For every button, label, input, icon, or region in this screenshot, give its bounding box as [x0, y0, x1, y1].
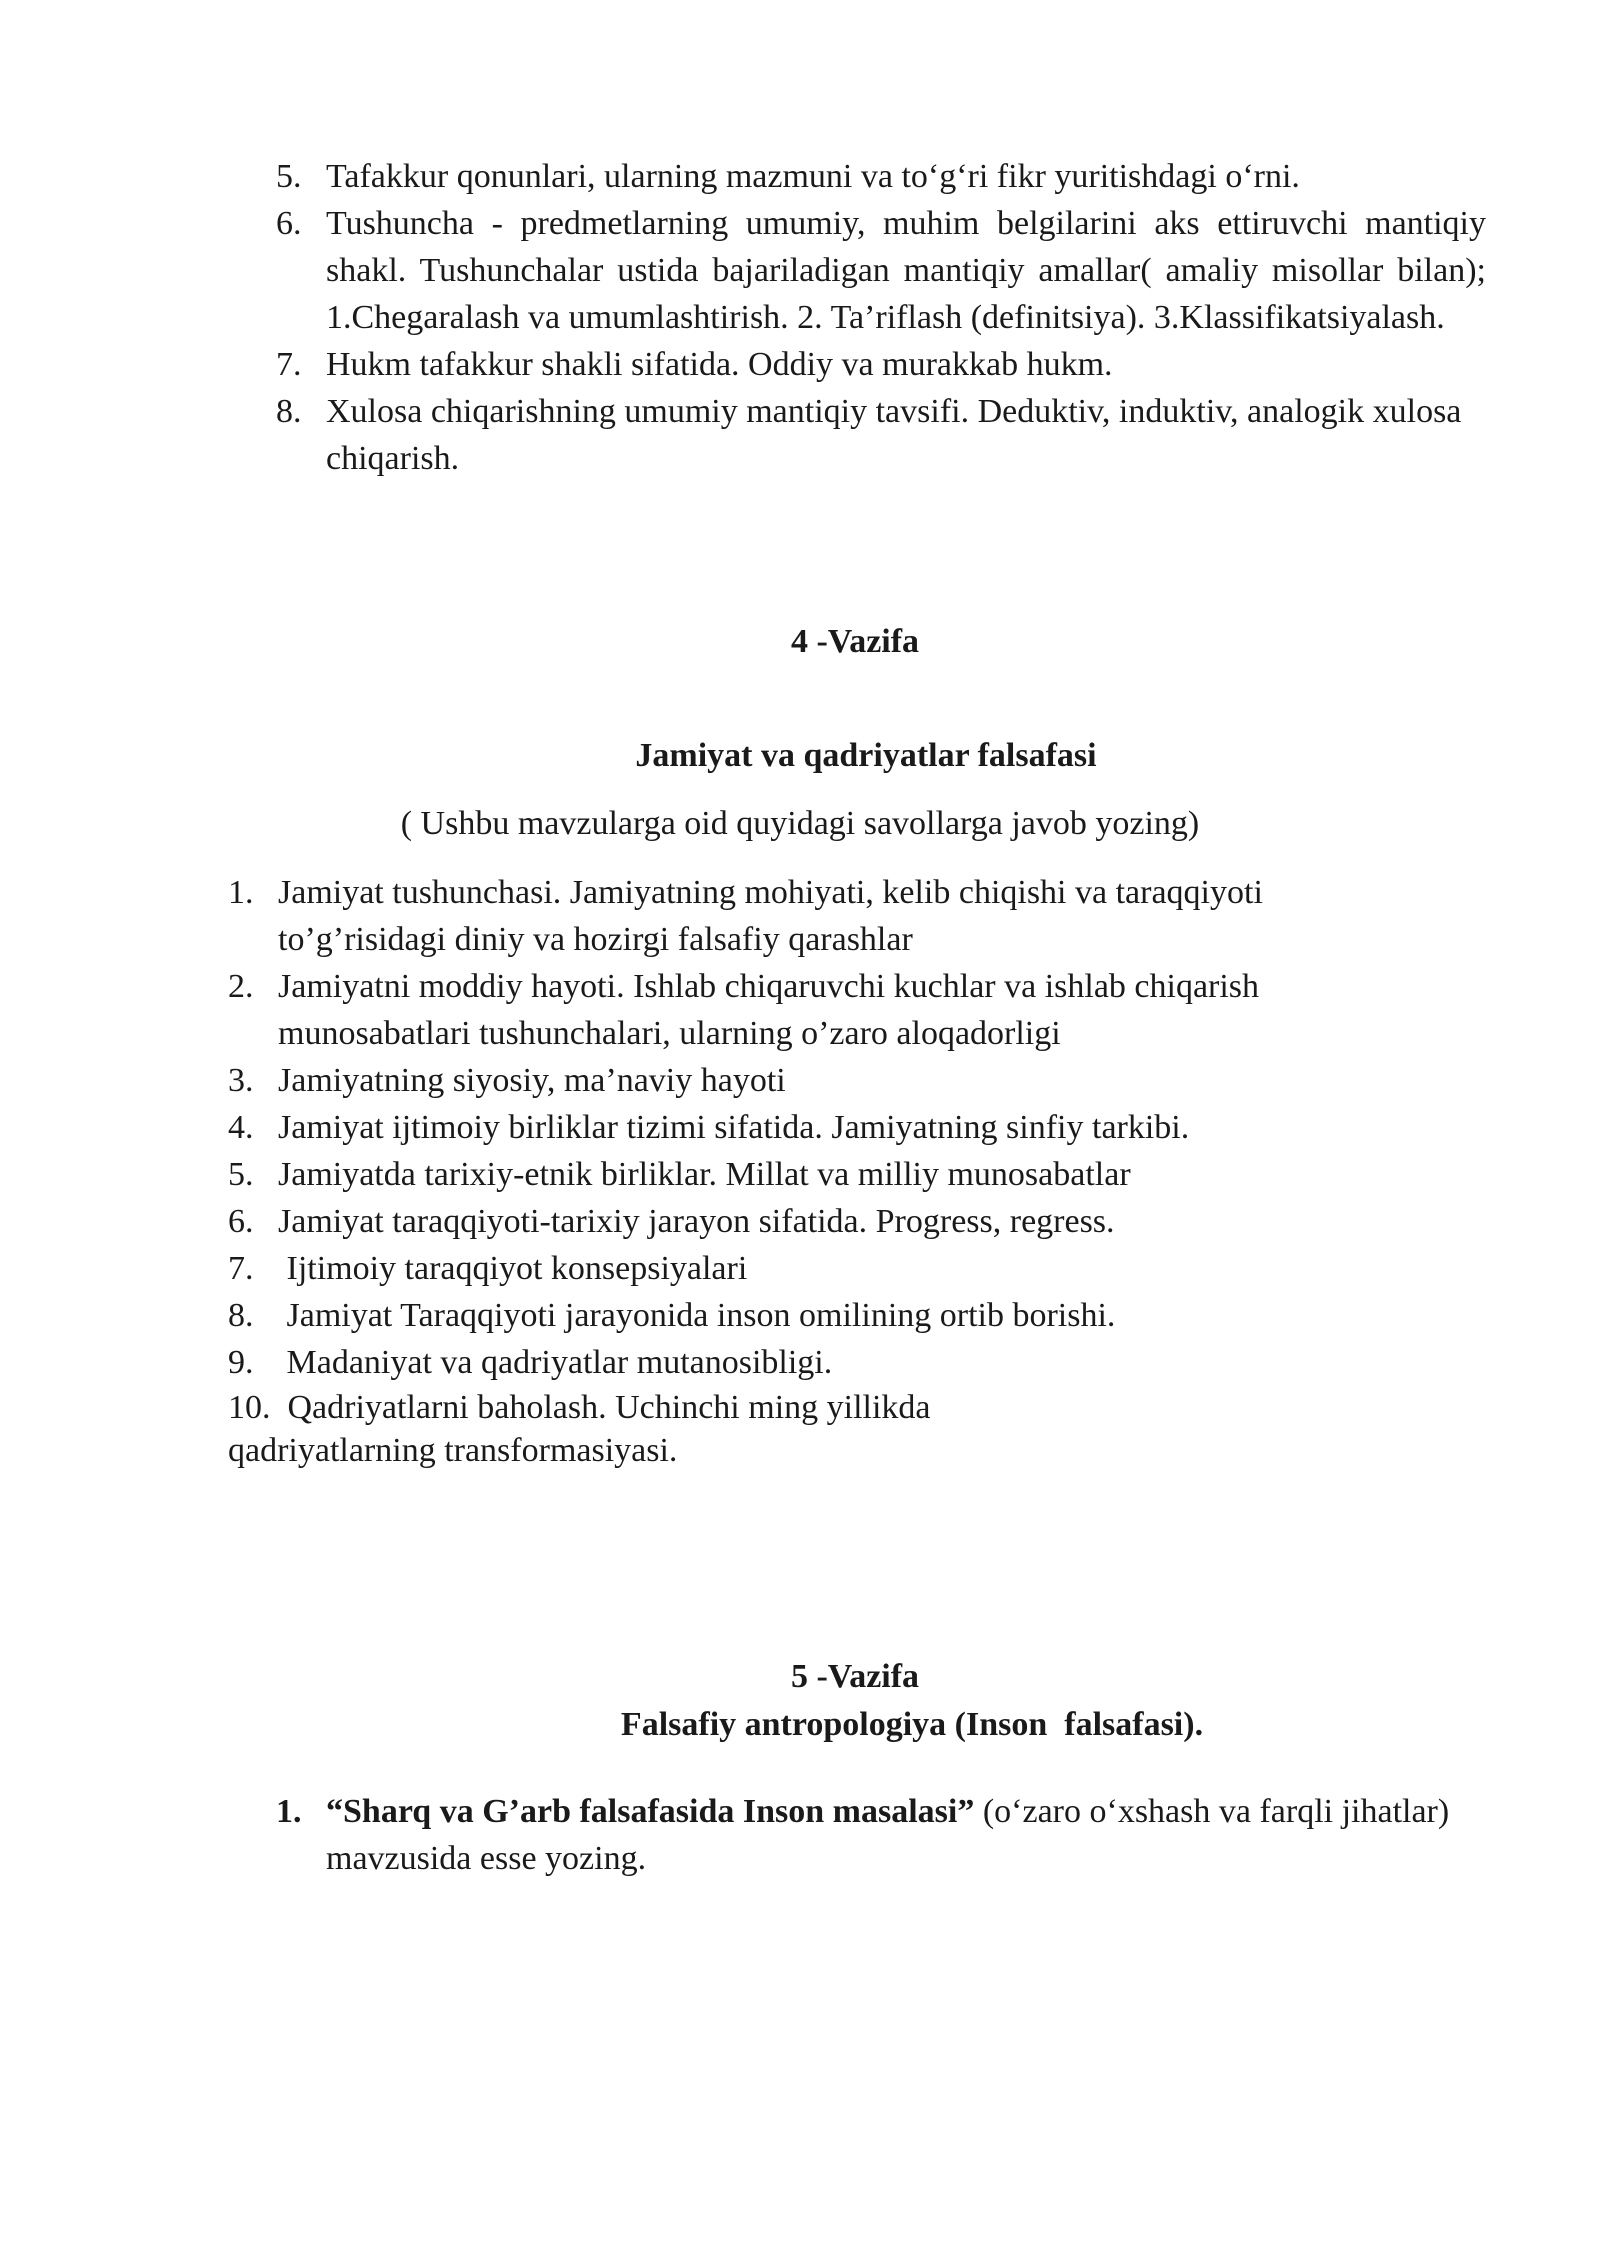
- list-item: [276, 388, 1486, 482]
- list-item-number: 2.: [228, 968, 254, 1005]
- task4-title: Jamiyat va qadriyatlar falsafasi: [635, 737, 1097, 774]
- list-item-number: 1.: [276, 1793, 302, 1830]
- list-item-number: 4.: [228, 1109, 254, 1146]
- task5-question-list: [276, 1788, 1486, 1882]
- list-item-number: 9.: [228, 1344, 254, 1381]
- list-item-number: 1.: [228, 874, 254, 911]
- list-item-text: Jamiyat tushunchasi. Jamiyatning mohiyati, kelib chiqishi va taraqqiyoti to’g’risidagi diniy va hozirgi falsafiy qarashlar: [278, 874, 1263, 958]
- list-item-number: 3.: [228, 1062, 254, 1099]
- list-item-number: 8.: [276, 393, 302, 430]
- list-item-text: Tafakkur qonunlari, ularning mazmuni va to‘g‘ri fikr yuritishdagi o‘rni.: [326, 158, 1300, 195]
- list-item: [228, 1339, 1428, 1386]
- task4-subtitle: ( Ushbu mavzularga oid quyidagi savollarga javob yozing): [400, 805, 1200, 842]
- list-item: [228, 1151, 1428, 1198]
- list-item-number: 6.: [276, 205, 302, 242]
- essay-topic: “Sharq va G’arb falsafasida Inson masalasi”: [326, 1793, 975, 1830]
- list-item: [228, 1057, 1428, 1104]
- list-item-text: Xulosa chiqarishning umumiy mantiqiy tavsifi. Deduktiv, induktiv, analogik xulosa chiqarish.: [326, 393, 1462, 477]
- task4-heading: 4 -Vazifa: [790, 623, 920, 660]
- list-item-text: Jamiyatni moddiy hayoti. Ishlab chiqaruvchi kuchlar va ishlab chiqarish munosabatlari tushunchalari, ularning o’zaro aloqadorligi: [278, 968, 1260, 1052]
- task3-question-list: [276, 153, 1486, 482]
- list-item: [276, 200, 1486, 341]
- list-item-number: 8.: [228, 1297, 254, 1334]
- list-item-text: 10. Qadriyatlarni baholash. Uchinchi ming yillikda: [228, 1389, 931, 1426]
- task4-question-list: [228, 869, 1428, 1472]
- list-item: [228, 963, 1428, 1057]
- list-item: [228, 1104, 1428, 1151]
- list-item-text: (o‘zaro o‘xshash va farqli jihatlar) mavzusida esse yozing.: [326, 1793, 1450, 1877]
- task5-title: Falsafiy antropologiya (Inson falsafasi).: [620, 1706, 1204, 1743]
- list-item-text: Hukm tafakkur shakli sifatida. Oddiy va murakkab hukm.: [326, 346, 1113, 383]
- list-item-number: 5.: [228, 1156, 254, 1193]
- list-item-number: 7.: [228, 1250, 254, 1287]
- list-item: [276, 153, 1486, 200]
- list-item-text-continued: qadriyatlarning transformasiyasi.: [228, 1432, 678, 1469]
- list-item: [228, 1198, 1428, 1245]
- list-item-text: Tushuncha - predmetlarning umumiy, muhim belgilarini aks ettiruvchi mantiqiy shakl. Tushunchalar ustida bajariladigan mantiqiy amallar( amaliy misollar bilan); 1.Chegaralash va umumlashtirish. 2. Ta’riflash (definitsiya). 3.Klassifikatsiyalash.: [326, 205, 1486, 336]
- list-item-number: 5.: [276, 158, 302, 195]
- list-item-text: Jamiyat ijtimoiy birliklar tizimi sifatida. Jamiyatning sinfiy tarkibi.: [278, 1109, 1190, 1146]
- list-item-number: 7.: [276, 346, 302, 383]
- task5-heading: 5 -Vazifa: [790, 1658, 920, 1695]
- list-item-text: Jamiyat taraqqiyoti-tarixiy jarayon sifatida. Progress, regress.: [278, 1203, 1115, 1240]
- list-item: [228, 1245, 1428, 1292]
- list-item-text: Jamiyatda tarixiy-etnik birliklar. Millat va milliy munosabatlar: [278, 1156, 1131, 1193]
- list-item: [276, 1788, 1486, 1882]
- list-item: [276, 341, 1486, 388]
- list-item-text: Jamiyatning siyosiy, ma’naviy hayoti: [278, 1062, 786, 1099]
- list-item-number: 6.: [228, 1203, 254, 1240]
- list-item: [228, 1292, 1428, 1339]
- list-item-text: Madaniyat va qadriyatlar mutanosibligi.: [278, 1344, 833, 1381]
- list-item-text: Ijtimoiy taraqqiyot konsepsiyalari: [278, 1250, 748, 1287]
- list-item-text: Jamiyat Taraqqiyoti jarayonida inson omilining ortib borishi.: [278, 1297, 1116, 1334]
- list-item: [228, 869, 1428, 963]
- list-item: [228, 1386, 1428, 1472]
